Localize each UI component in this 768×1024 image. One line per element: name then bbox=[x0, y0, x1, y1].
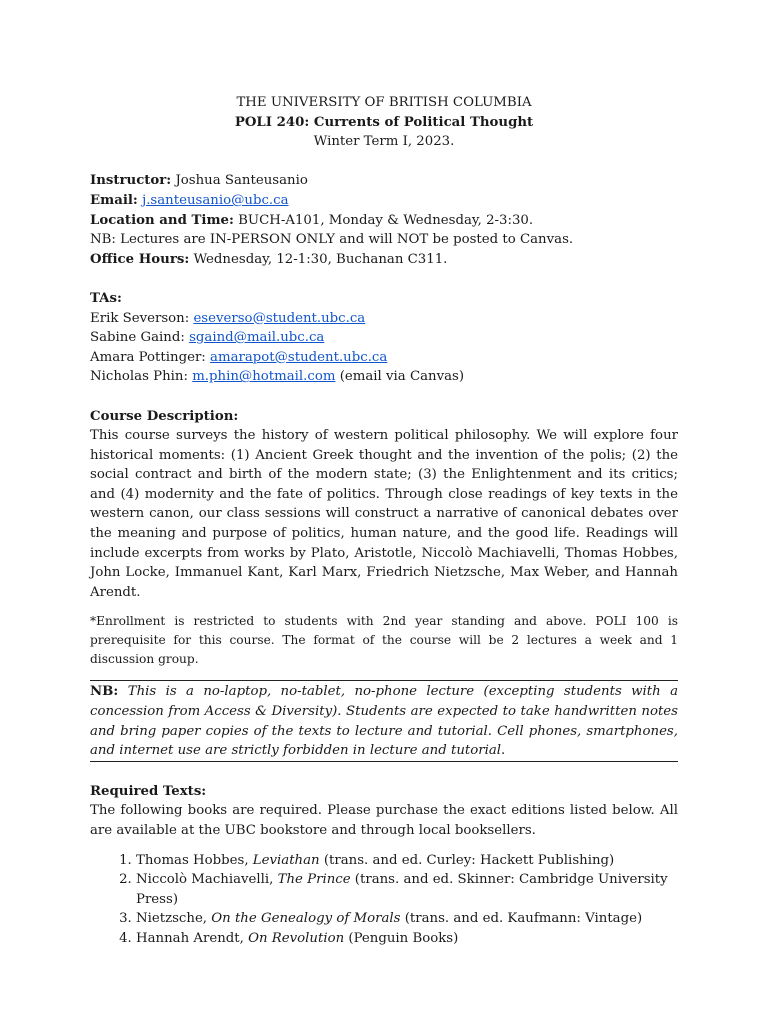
course-description: This course surveys the history of western political philosophy. We will explore four historical moments: (1) Ancient Greek thought and the invention of the polis; (2) the social contract and birth of the modern state; (3) the Enlightenment and its critics; and (4) modernity and the fate of politics. Through close readings of key texts in the western canon, our class sessions will construct a narrative of canonical debates over the meaning and purpose of politics, human nature, and the good life. Readings will include excerpts from works by Plato, Aristotle, Niccolò Machiavelli, Thomas Hobbes, John Locke, Immanuel Kant, Karl Marx, Friedrich Nietzsche, Max Weber, and Hannah Arendt. bbox=[90, 428, 678, 600]
instructor-line: Instructor: Joshua Santeusanio bbox=[90, 173, 308, 189]
ta-item: Sabine Gaind: sgaind@mail.ubc.ca bbox=[90, 330, 325, 346]
no-device-notice: NB: This is a no-laptop, no-tablet, no-phone lecture (excepting students with a concession from Access & Diversity). Students are expected to take handwritten notes and bring paper copies of the texts to lecture and tutorial. Cell phones, smartphones, and internet use are strictly forbidden in lecture and tutorial. bbox=[90, 680, 678, 761]
list-item: 3. Nietzsche, On the Genealogy of Morals (trans. and ed. Kaufmann: Vintage) bbox=[136, 909, 678, 929]
ta-item: Amara Pottinger: amarapot@student.ubc.ca bbox=[90, 349, 388, 365]
required-texts-intro: The following books are required. Please purchase the exact editions listed below. All are available at the UBC bookstore and through local booksellers. bbox=[90, 803, 678, 838]
course-title: POLI 240: Currents of Political Thought bbox=[234, 114, 534, 130]
ta-email-link[interactable]: eseverso@student.ubc.ca bbox=[193, 310, 366, 326]
list-item: 4. Hannah Arendt, On Revolution (Penguin Books) bbox=[136, 929, 678, 949]
ta-email-link[interactable]: sgaind@mail.ubc.ca bbox=[189, 330, 325, 346]
list-item: 1. Thomas Hobbes, Leviathan (trans. and ed. Curley: Hackett Publishing) bbox=[136, 851, 678, 871]
required-texts-heading: Required Texts: bbox=[90, 783, 207, 799]
instructor-email-link[interactable]: j.santeusanio@ubc.ca bbox=[142, 192, 289, 208]
ta-item: Erik Severson: eseverso@student.ubc.ca bbox=[90, 310, 366, 326]
tas-heading: TAs: bbox=[90, 290, 122, 306]
enrollment-note: *Enrollment is restricted to students with 2nd year standing and above. POLI 100 is prerequisite for this course. The format of the course will be 2 lectures a week and 1 discussion group. bbox=[90, 614, 678, 667]
ta-email-link[interactable]: m.phin@hotmail.com bbox=[192, 369, 336, 385]
course-description-heading: Course Description: bbox=[90, 408, 239, 424]
email-line: Email: j.santeusanio@ubc.ca bbox=[90, 192, 289, 208]
list-item: 2. Niccolò Machiavelli, The Prince (trans. and ed. Skinner: Cambridge University Press) bbox=[136, 870, 678, 909]
required-books-list bbox=[90, 851, 678, 949]
term: Winter Term I, 2023. bbox=[313, 134, 455, 150]
university-name: THE UNIVERSITY OF BRITISH COLUMBIA bbox=[236, 95, 532, 110]
lecture-note: NB: Lectures are IN-PERSON ONLY and will NOT be posted to Canvas. bbox=[90, 232, 574, 248]
office-hours-line: Office Hours: Wednesday, 12-1:30, Buchanan C311. bbox=[90, 251, 448, 267]
syllabus-content bbox=[90, 93, 678, 949]
location-line: Location and Time: BUCH-A101, Monday & Wednesday, 2-3:30. bbox=[90, 212, 534, 228]
ta-email-link[interactable]: amarapot@student.ubc.ca bbox=[210, 349, 388, 365]
ta-item: Nicholas Phin: m.phin@hotmail.com (email via Canvas) bbox=[90, 369, 465, 385]
